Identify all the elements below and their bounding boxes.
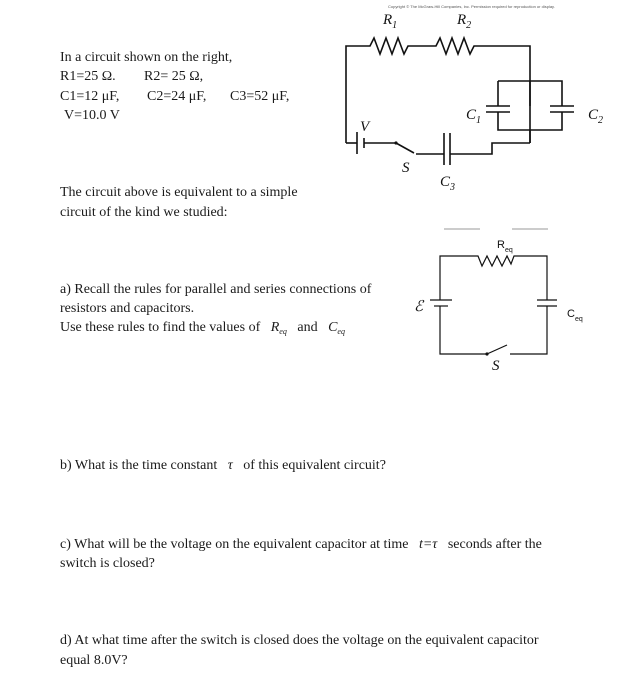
c2-value: C2=24 μF, [147,89,207,104]
equivalent-top-wire [440,256,547,300]
emf-label: ℰ [414,299,424,315]
intro-line: In a circuit shown on the right, [60,50,233,65]
switch-label: S [402,160,410,176]
question-a-line-1: a) Recall the rules for parallel and series connections of [60,282,372,297]
equivalent-switch-lever [487,345,507,354]
c2-label: $C_2$ [588,107,604,126]
r1-value: R1=25 Ω. [60,69,116,84]
question-c-line-2: switch is closed? [60,556,155,571]
c-eq-symbol: $C_{eq}$ [328,320,345,336]
r-eq-label: $R_{eq}$ [497,239,513,254]
c3-value: C3=52 μF, [230,89,290,104]
c1-label: $C_1$ [466,107,482,126]
question-a-line-2: resistors and capacitors. [60,301,195,316]
question-d-line-1: d) At what time after the switch is closed does the voltage on the equivalent capacitor [60,633,539,648]
c-eq-label: $C_{eq}$ [567,308,583,323]
question-b: b) What is the time constant τ of this equivalent circuit? [60,458,386,473]
copyright-notice: Copyright © The McGraw-Hill Companies, Inc. Permission required for reproduction or display. [388,4,555,9]
question-c-line-1: c) What will be the voltage on the equivalent capacitor at time t=τ seconds after the [60,537,542,552]
equiv-line-2: circuit of the kind we studied: [60,205,228,220]
r-eq-symbol: $R_{eq}$ [270,320,287,336]
r2-label: $R_2$ [457,12,472,31]
equiv-line-1: The circuit above is equivalent to a simple [60,185,298,200]
v-value: V=10.0 V [64,108,120,123]
question-d-line-2: equal 8.0V? [60,653,128,668]
equivalent-bottom-left-wire [440,306,487,354]
equivalent-bottom-right-wire [510,306,547,354]
c3-label: $C_3$ [440,174,456,193]
battery-label: V [360,119,370,135]
r2-value: R2= 25 Ω, [144,69,204,84]
equivalent-switch-label: S [492,358,500,374]
c1-value: C1=12 μF, [60,89,120,104]
r1-label: $R_1$ [383,12,398,31]
question-a-line-3: Use these rules to find the values of $R_{eq}$ and $C_{eq}$ [60,320,345,336]
